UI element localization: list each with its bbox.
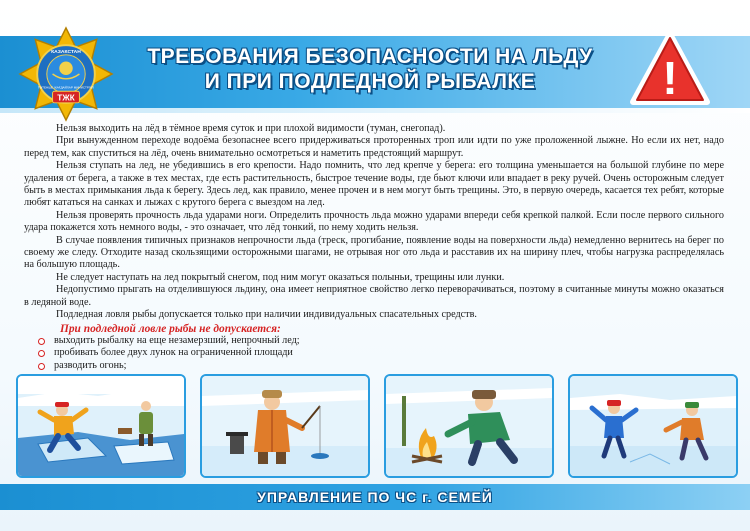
rule-text: пробивать более двух лунок на ограниченной площади [54,347,293,359]
illustration-children-on-ice [568,374,738,478]
title-line-2: И ПРИ ПОДЛЕДНОЙ РЫБАЛКЕ [204,70,536,93]
warning-triangle-icon [630,30,710,106]
paragraph: Не следует наступать на лед покрытый снегом, под ним могут оказаться полыньи, трещины или лунки. [56,271,505,283]
paragraph: Недопустимо прыгать на отделившуюся льдину, она имеет неприятное свойство легко переворачиваться, поэтому в считанные минуты можно оказаться в ледяной воде. [24,284,724,308]
illustrations-row [16,374,734,476]
paragraph: В случае появления типичных признаков непрочности льда (треск, прогибание, появление воды на поверхности льда) немедленно вернитесь на берег по своему же следу. Отходите назад скользящими осторожными шагами, не отрывая ног ото льда и расставив их на ширину плеч, чтобы нагрузка распределялась на большую площадь. [24,234,724,271]
emblem-top-text: КАЗАКСТАН [51,48,81,55]
emblem-sun-icon [59,62,72,75]
rule-text: выходить рыбалку на еще незамерзший, непрочный лед; [54,334,300,346]
rule-text: разводить огонь; [54,359,127,371]
title-line-1: ТРЕБОВАНИЯ БЕЗОПАСНОСТИ НА ЛЬДУ [147,45,593,68]
paragraph: Нельзя ступать на лед, не убедившись в его крепости. Надо помнить, что лед крепче у берега: его толщина уменьшается на большой глубине по мере удаления от берега, а также в тех местах, где есть растительность, быстрое течение воды, где бьют ключи или впадает в реку ручей. Очень осторожным следует быть в местах примыкания льда к берегу. Здесь лед, как правило, менее прочен и в нем могут быть трещины. Это, в первую очередь, касается тех ребят, которые любят кататься на санках и лыжах с крутого берега с выездом на лед. [24,160,724,209]
warning-symbol: ! [662,52,678,104]
bullet-circle-icon [38,350,45,357]
illustration-ice-fishing [200,374,370,478]
list-item [36,347,724,359]
emblem-bottom-text: ТӨТЕНШЕ ЖАҒДАЙЛАР МИНИСТРЛІГІ [37,85,95,90]
paragraph: Нельзя выходить на лёд в тёмное время суток и при плохой видимости (туман, снегопад). [56,123,446,134]
paragraph: Подледная ловля рыбы допускается только при наличии индивидуальных спасательных средств. [56,309,477,321]
paragraph: Нельзя проверять прочность льда ударами ноги. Определить прочность льда можно ударами впереди себя крепкой палкой. Если после первого сильного удара покажется хоть немного воды, - это означает, что лёд тонкий, по нему ходить нельзя. [24,209,724,234]
fishing-subheading: При подледной ловле рыбы не допускается: [60,322,281,335]
list-item [36,335,724,347]
bullet-circle-icon [38,338,45,345]
safety-rules-text [24,123,724,385]
list-item [36,360,724,372]
bullet-circle-icon [38,363,45,370]
footer-text: УПРАВЛЕНИЕ ПО ЧС г. СЕМЕЙ [257,489,493,505]
page-title [140,44,600,94]
illustration-ice-breaking [16,374,186,478]
paragraph: При вынужденном переходе водоёма безопаснее всего придерживаться проторенных троп или идти по уже проложенной лыжне. Но если их нет, надо перед тем, как спуститься на лёд, очень внимательно осмотреться и наметить предстоящий маршрут. [24,135,724,159]
emblem-abbr: ТЖК [57,93,75,103]
illustration-fire-on-ice [384,374,554,478]
emergency-ministry-emblem [18,26,114,122]
